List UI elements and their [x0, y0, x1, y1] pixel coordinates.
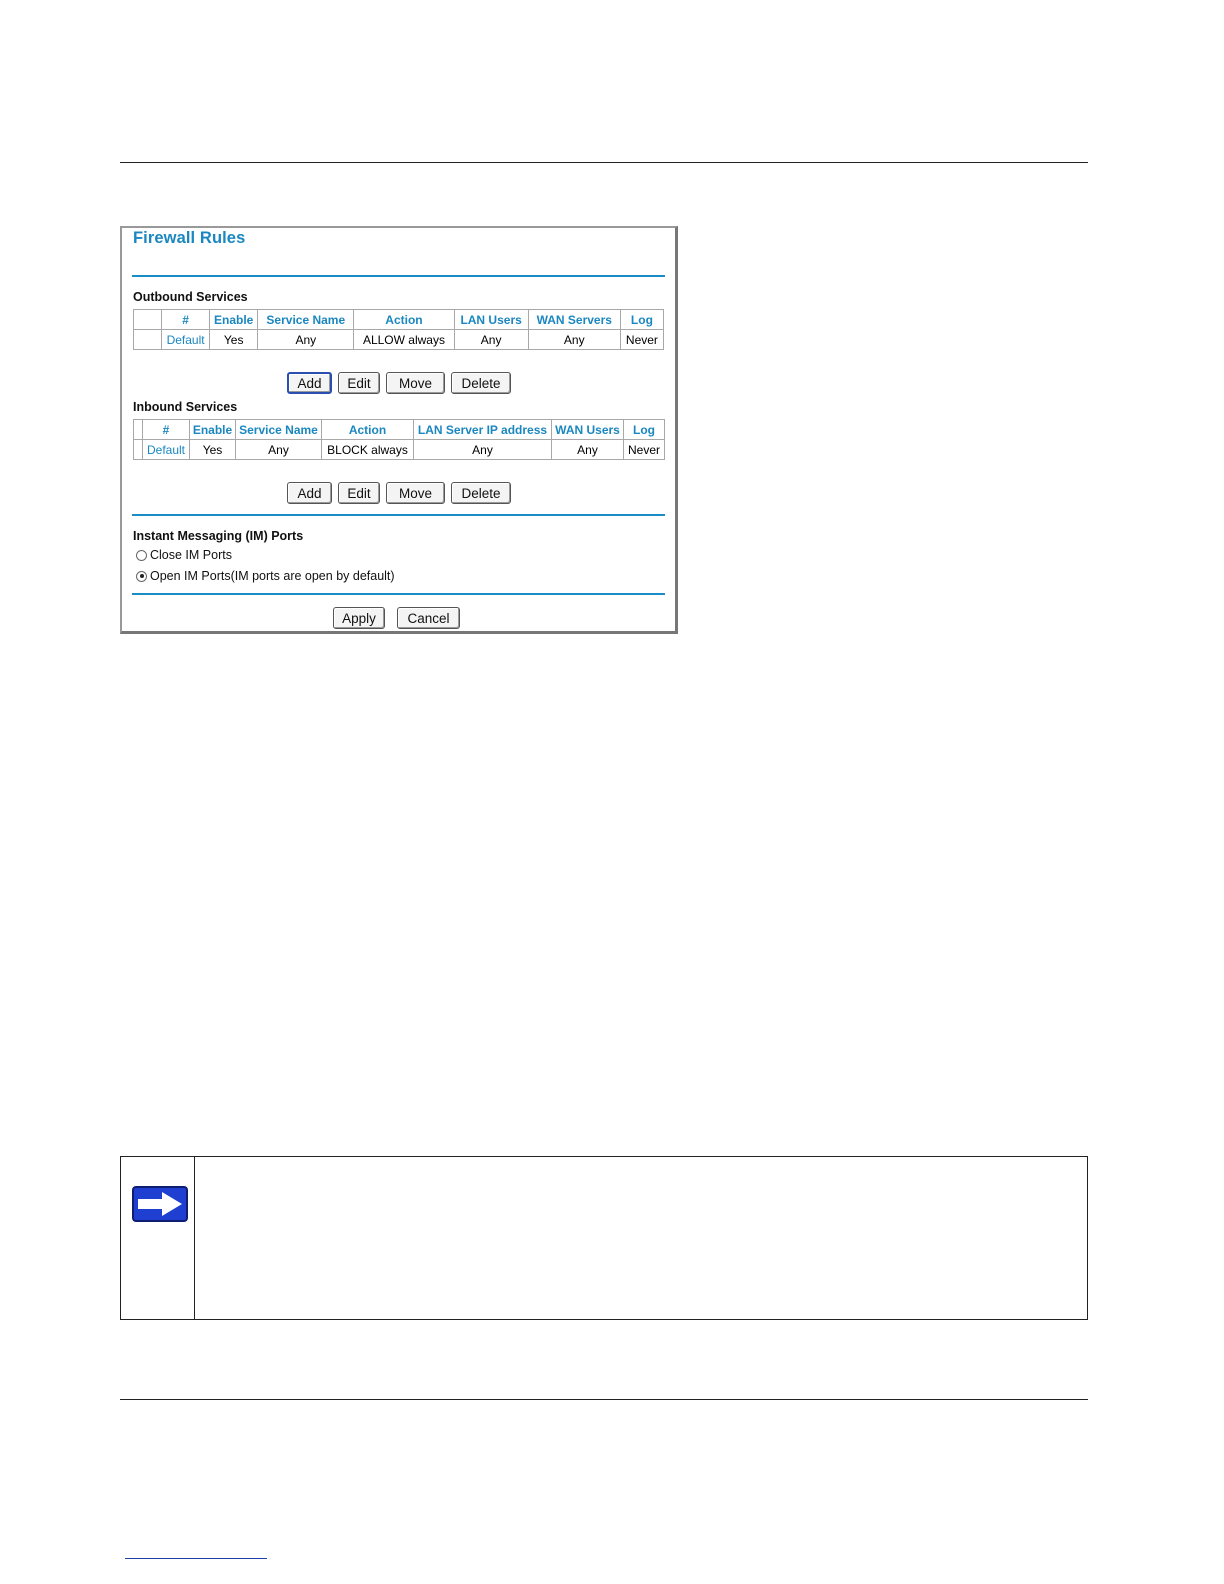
table-header-row	[134, 420, 665, 440]
cell-enable: Yes	[190, 440, 236, 460]
header-select	[134, 310, 162, 330]
inbound-services-table	[133, 419, 665, 460]
footer-link-underline[interactable]	[125, 1558, 267, 1559]
cell-action: ALLOW always	[354, 330, 454, 350]
header-action: Action	[354, 310, 454, 330]
inbound-edit-button[interactable]: Edit	[338, 482, 380, 504]
cell-lan-server-ip: Any	[414, 440, 552, 460]
default-rule-link[interactable]: Default	[162, 330, 210, 350]
actions-divider	[132, 593, 665, 595]
header-wan-servers: WAN Servers	[528, 310, 620, 330]
outbound-services-label: Outbound Services	[133, 290, 248, 304]
cell-enable: Yes	[210, 330, 258, 350]
close-im-ports-radio[interactable]	[136, 550, 147, 561]
open-im-ports-option[interactable]	[136, 569, 395, 583]
footer-rule	[120, 1399, 1088, 1400]
header-service-name: Service Name	[258, 310, 354, 330]
cell-lan-users: Any	[454, 330, 528, 350]
cell-wan-servers: Any	[528, 330, 620, 350]
inbound-move-button[interactable]: Move	[386, 482, 445, 504]
header-select	[134, 420, 143, 440]
right-arrow-icon	[132, 1186, 188, 1222]
header-lan-users: LAN Users	[454, 310, 528, 330]
outbound-edit-button[interactable]: Edit	[338, 372, 380, 394]
row-select-cell[interactable]	[134, 330, 162, 350]
form-actions	[333, 607, 460, 629]
im-section-divider	[132, 514, 665, 516]
cell-wan-users: Any	[552, 440, 624, 460]
table-header-row	[134, 310, 664, 330]
default-rule-link[interactable]: Default	[143, 440, 190, 460]
cell-log: Never	[624, 440, 665, 460]
header-number: #	[162, 310, 210, 330]
firewall-rules-panel	[120, 226, 678, 634]
table-row[interactable]	[134, 440, 665, 460]
header-enable: Enable	[210, 310, 258, 330]
cell-service-name: Any	[258, 330, 354, 350]
header-lan-server-ip: LAN Server IP address	[414, 420, 552, 440]
cell-action: BLOCK always	[322, 440, 414, 460]
header-log: Log	[624, 420, 665, 440]
header-service-name: Service Name	[236, 420, 322, 440]
header-log: Log	[620, 310, 663, 330]
header-rule	[120, 162, 1088, 163]
title-divider	[132, 275, 665, 277]
inbound-button-row	[287, 482, 511, 504]
outbound-button-row	[287, 372, 511, 394]
inbound-services-label: Inbound Services	[133, 400, 238, 414]
outbound-add-button[interactable]: Add	[287, 372, 332, 394]
note-box	[120, 1156, 1088, 1320]
header-number: #	[143, 420, 190, 440]
apply-button[interactable]: Apply	[333, 607, 385, 629]
cancel-button[interactable]: Cancel	[397, 607, 460, 629]
note-divider	[194, 1157, 195, 1319]
inbound-add-button[interactable]: Add	[287, 482, 332, 504]
table-row[interactable]	[134, 330, 664, 350]
header-action: Action	[322, 420, 414, 440]
cell-service-name: Any	[236, 440, 322, 460]
outbound-move-button[interactable]: Move	[386, 372, 445, 394]
header-wan-users: WAN Users	[552, 420, 624, 440]
inbound-delete-button[interactable]: Delete	[451, 482, 511, 504]
row-select-cell[interactable]	[134, 440, 143, 460]
header-enable: Enable	[190, 420, 236, 440]
outbound-services-table	[133, 309, 664, 350]
cell-log: Never	[620, 330, 663, 350]
close-im-ports-option[interactable]	[136, 548, 232, 562]
open-im-ports-label: Open IM Ports(IM ports are open by default)	[150, 569, 395, 583]
im-ports-label: Instant Messaging (IM) Ports	[133, 529, 304, 543]
open-im-ports-radio[interactable]	[136, 571, 147, 582]
outbound-delete-button[interactable]: Delete	[451, 372, 511, 394]
page-title: Firewall Rules	[133, 229, 246, 247]
close-im-ports-label: Close IM Ports	[150, 548, 232, 562]
